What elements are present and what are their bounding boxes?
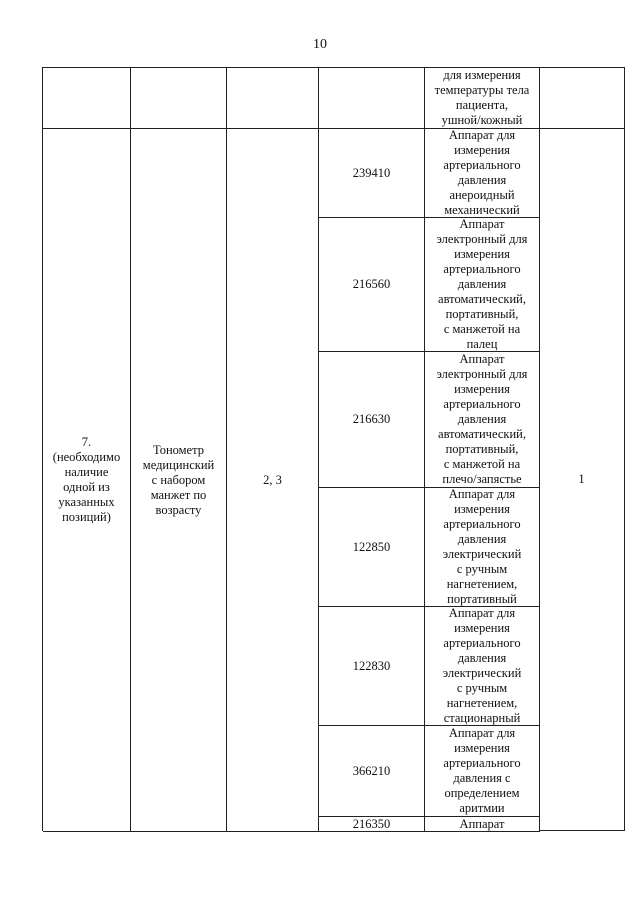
- item-code: 122830: [352, 658, 391, 673]
- position-sections-cell: [227, 129, 319, 832]
- position-name-cell: [131, 129, 227, 832]
- carry-code-cell: [319, 68, 425, 129]
- carry-quantity-cell: [539, 67, 625, 129]
- item-code-cell: [319, 607, 425, 726]
- item-code-cell: [319, 726, 425, 817]
- item-code: 216350: [352, 817, 391, 831]
- position-number: 7. (необходимо наличие одной из указанных позиций): [52, 435, 121, 524]
- item-description: Аппарат для измерения артериального давления электрический с ручным нагнетением, портативный: [442, 487, 522, 606]
- carry-description-cell: [425, 68, 540, 129]
- item-code-cell: [319, 352, 425, 488]
- item-code-cell: [319, 218, 425, 352]
- item-description-cell: [425, 488, 540, 607]
- item-description-cell: [425, 817, 540, 832]
- item-description: Аппарат для измерения артериального давления с определением аритмии: [443, 726, 521, 815]
- page-number: 10: [313, 37, 327, 52]
- carry-description: для измерения температуры тела пациента, ушной/кожный: [434, 68, 530, 127]
- item-code: 216560: [352, 277, 391, 291]
- carry-number-cell: [43, 68, 131, 129]
- item-description-cell: [425, 607, 540, 726]
- item-code: 216630: [352, 412, 391, 426]
- equipment-table: [42, 67, 539, 831]
- item-code: 122850: [352, 539, 391, 554]
- item-code-cell: [319, 817, 425, 832]
- item-code: 366210: [352, 763, 391, 778]
- item-description: Аппарат для измерения артериального давления анероидный механический: [443, 128, 521, 217]
- position-quantity-cell: [539, 129, 625, 831]
- item-code-cell: [319, 488, 425, 607]
- position-number-cell: [43, 129, 131, 832]
- item-description-cell: [425, 129, 540, 218]
- position-sections: 2, 3: [263, 472, 282, 487]
- item-description: Аппарат электронный для измерения артериального давления автоматический, портативный, с манжетой на палец: [436, 217, 528, 351]
- position-name: Тонометр медицинский с набором манжет по возрасту: [142, 442, 215, 517]
- carry-name-cell: [131, 68, 227, 129]
- item-description-cell: [425, 352, 540, 488]
- item-code: 239410: [352, 165, 391, 180]
- item-description-cell: [425, 726, 540, 817]
- item-code-cell: [319, 129, 425, 218]
- item-description: Аппарат для измерения артериального давления электрический с ручным нагнетением, стационарный: [442, 606, 522, 725]
- position-quantity: 1: [578, 472, 585, 486]
- item-description: Аппарат: [459, 817, 505, 831]
- item-description: Аппарат электронный для измерения артериального давления автоматический, портативный, с манжетой на плечо/запястье: [436, 352, 528, 486]
- item-description-cell: [425, 218, 540, 352]
- carry-sections-cell: [227, 68, 319, 129]
